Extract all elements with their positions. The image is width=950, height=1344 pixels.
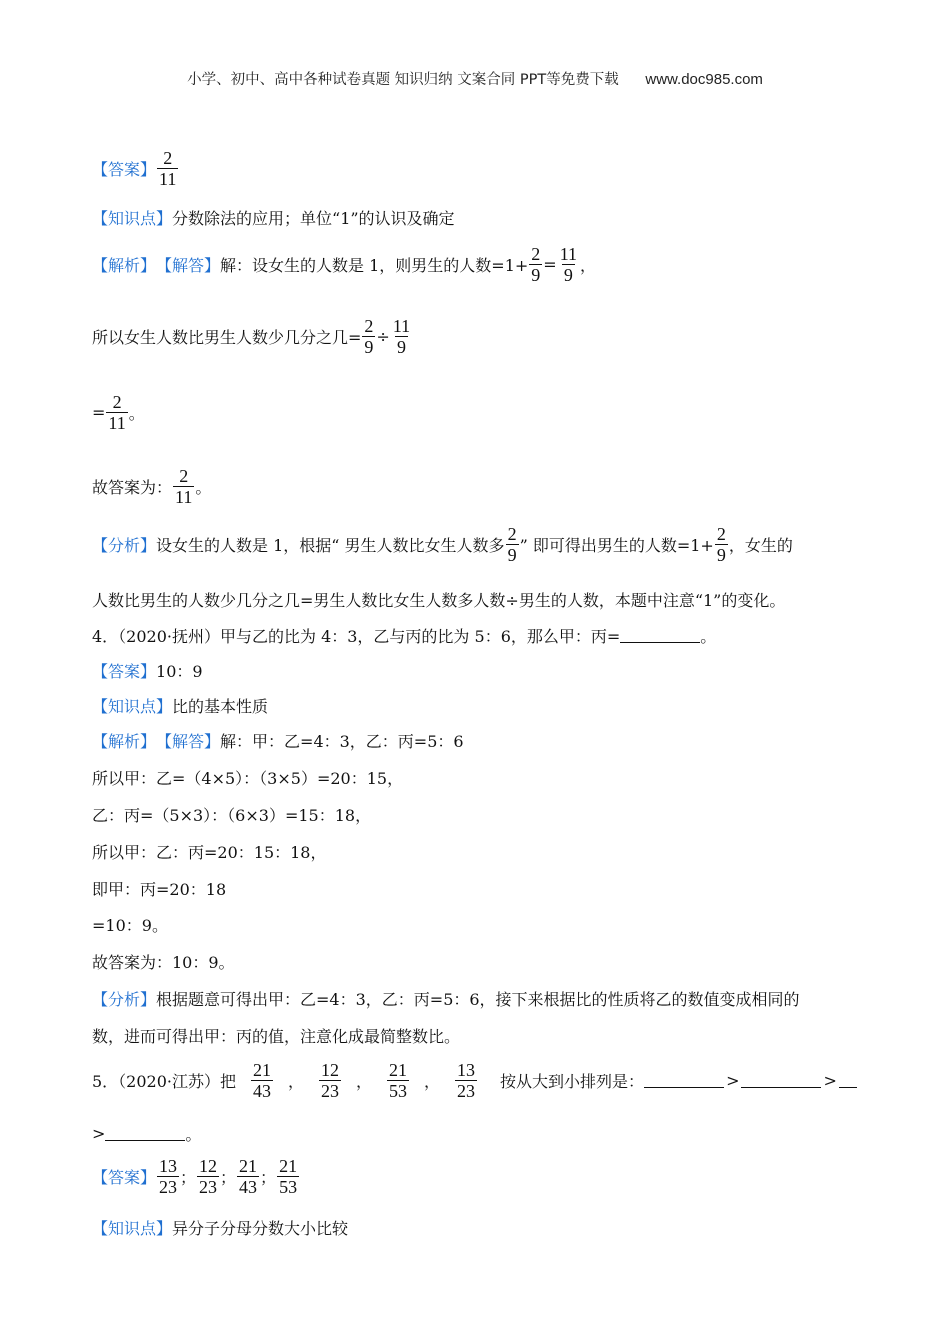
fraction: $\frac{21}{53}$ <box>279 1156 298 1197</box>
solution-text: 故答案为： <box>92 478 173 497</box>
q4-fenxi-line1 <box>92 987 800 1010</box>
q5-knowledge <box>92 1216 348 1239</box>
q4-step-4 <box>92 840 327 863</box>
q4-step-1 <box>92 729 464 752</box>
knowledge-text: 异分子分母分数大小比较 <box>172 1219 349 1238</box>
q4-answer <box>92 659 203 682</box>
knowledge-tag: 【知识点】 <box>92 697 173 716</box>
fraction: $\frac{2}{9}$ <box>507 524 517 565</box>
q3-fenxi-line1 <box>92 524 793 565</box>
step-text: =10：9。 <box>92 916 168 935</box>
fenxi-text: 设女生的人数是 1，根据“ 男生人数比女生人数多 <box>156 536 505 555</box>
gt-sign: > <box>726 1071 740 1090</box>
punct: ， <box>356 1072 373 1091</box>
question-text: 5．（2020·江苏）把 <box>92 1072 236 1091</box>
q3-solution-line2 <box>92 316 413 357</box>
step-text: 解：甲：乙=4：3，乙：丙=5：6 <box>220 732 464 751</box>
fenxi-tag: 【分析】 <box>92 990 157 1009</box>
fenxi-text: 人数比男生的人数少几分之几=男生人数比女生人数多人数÷男生的人数，本题中注意“1”的变化。 <box>92 591 786 610</box>
equals-sign: = <box>92 403 106 422</box>
answer-tag: 【答案】 <box>92 1168 157 1187</box>
punct: ， <box>424 1072 441 1091</box>
step-text: 所以甲：乙：丙=20：15：18， <box>92 843 327 862</box>
punct: 。 <box>185 1125 202 1144</box>
q4-step-7 <box>92 950 235 973</box>
answer-blank[interactable] <box>105 1126 185 1141</box>
step-text: 故答案为：10：9。 <box>92 953 235 972</box>
solution-text: 解：设女生的人数是 1，则男生的人数=1+ <box>220 256 529 275</box>
q3-fenxi-line2 <box>92 588 785 611</box>
answer-text: 10：9 <box>156 662 203 681</box>
punct: ； <box>260 1168 277 1187</box>
q4-step-5 <box>92 877 226 900</box>
fraction: $\frac{13}{23}$ <box>457 1060 476 1101</box>
fraction: $\frac{13}{23}$ <box>159 1156 178 1197</box>
q3-knowledge <box>92 206 455 229</box>
question-text: 按从大到小排列是： <box>500 1072 645 1091</box>
knowledge-text: 分数除法的应用；单位“1”的认识及确定 <box>172 209 455 228</box>
fenxi-text: ” 即可得出男生的人数=1+ <box>519 536 714 555</box>
fenxi-tag: 【分析】 <box>92 536 157 555</box>
q3-solution-line3 <box>92 392 145 433</box>
q5-answer <box>92 1156 300 1197</box>
question-text: 4．（2020·抚州）甲与乙的比为 4：3，乙与丙的比为 5：6，那么甲：丙= <box>92 627 621 646</box>
fraction: $\frac{11}{9}$ <box>392 316 411 357</box>
fraction: $\frac{2}{9}$ <box>531 244 541 285</box>
punct: ， <box>288 1072 305 1091</box>
fraction: $\frac{12}{23}$ <box>199 1156 218 1197</box>
punct: 。 <box>195 478 212 497</box>
punct: ， <box>580 256 597 275</box>
solution-text: 所以女生人数比男生人数少几分之几= <box>92 328 362 347</box>
analysis-tag: 【解析】 <box>92 732 157 751</box>
answer-blank[interactable] <box>741 1073 821 1088</box>
solve-tag: 【解答】 <box>156 256 221 275</box>
knowledge-text: 比的基本性质 <box>172 697 269 716</box>
page-header <box>0 68 950 89</box>
q4-step-2 <box>92 766 403 789</box>
fraction: $\frac{2}{11}$ <box>108 392 126 433</box>
q4-question <box>92 624 716 647</box>
answer-blank[interactable] <box>839 1073 857 1088</box>
answer-blank[interactable] <box>644 1073 724 1088</box>
analysis-tag: 【解析】 <box>92 256 157 275</box>
q4-fenxi-line2 <box>92 1024 460 1047</box>
punct: 。 <box>700 627 717 646</box>
punct: ； <box>180 1168 197 1187</box>
fraction: $\frac{21}{53}$ <box>389 1060 408 1101</box>
fenxi-text: 根据题意可得出甲：乙=4：3，乙：丙=5：6，接下来根据比的性质将乙的数值变成相同的 <box>156 990 800 1009</box>
gt-sign: > <box>823 1071 837 1090</box>
fraction: $\frac{2}{9}$ <box>716 524 726 565</box>
q3-solution-line1 <box>92 244 596 285</box>
q4-step-6 <box>92 913 168 936</box>
fraction: $\frac{2}{11}$ <box>175 466 193 507</box>
answer-tag: 【答案】 <box>92 662 157 681</box>
header-site: www.doc985.com <box>645 71 763 88</box>
knowledge-tag: 【知识点】 <box>92 1219 173 1238</box>
q4-step-3 <box>92 803 371 826</box>
q5-question-cont <box>92 1122 201 1145</box>
fenxi-text: 数，进而可得出甲：丙的值，注意化成最简整数比。 <box>92 1027 461 1046</box>
fraction: $\frac{11}{9}$ <box>559 244 578 285</box>
punct: ； <box>220 1168 237 1187</box>
fraction: $\frac{21}{43}$ <box>253 1060 271 1101</box>
step-text: 所以甲：乙=（4×5）：（3×5）=20：15， <box>92 769 404 788</box>
fraction: $\frac{2}{9}$ <box>364 316 374 357</box>
fraction: $\frac{21}{43}$ <box>239 1156 258 1197</box>
step-text: 乙：丙=（5×3）：（6×3）=15：18， <box>92 806 372 825</box>
step-text: 即甲：丙=20：18 <box>92 880 227 899</box>
fenxi-text: ，女生的 <box>728 536 793 555</box>
q3-final-answer <box>92 466 211 507</box>
header-text: 小学、初中、高中各种试卷真题 知识归纳 文案合同 PPT等免费下载 <box>187 72 619 88</box>
punct: 。 <box>128 404 145 423</box>
equals-sign: = <box>543 255 557 274</box>
gt-sign: > <box>92 1124 106 1143</box>
answer-blank[interactable] <box>620 628 700 643</box>
q3-answer <box>92 148 179 189</box>
knowledge-tag: 【知识点】 <box>92 209 173 228</box>
q4-knowledge <box>92 694 268 717</box>
divide-sign: ÷ <box>376 327 390 346</box>
solve-tag: 【解答】 <box>156 732 221 751</box>
fraction: $\frac{2}{11}$ <box>159 148 177 189</box>
fraction: $\frac{12}{23}$ <box>321 1060 340 1101</box>
answer-tag: 【答案】 <box>92 160 157 179</box>
q5-question <box>92 1060 857 1101</box>
